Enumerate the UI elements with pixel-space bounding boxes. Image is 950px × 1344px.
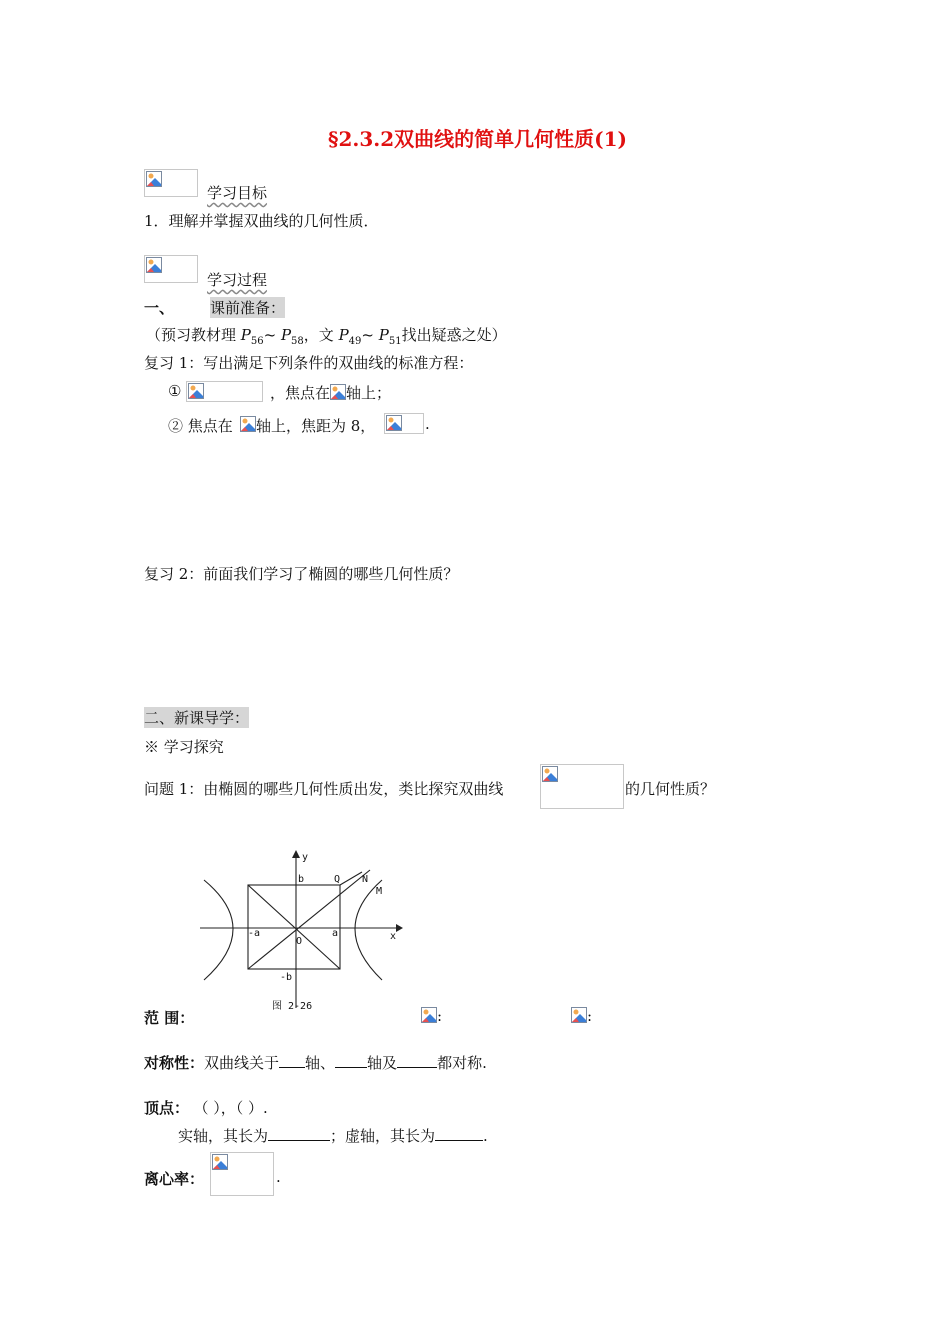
- label-neg-b: -b: [280, 972, 293, 983]
- range-label: 范 围：: [144, 1009, 195, 1027]
- label-a: a: [332, 928, 339, 939]
- asymptote-2: [248, 885, 340, 969]
- label-neg-a: -a: [248, 928, 261, 939]
- vertex-label: 顶点：: [144, 1099, 190, 1117]
- fill-blank[interactable]: [435, 1126, 483, 1141]
- broken-image-icon: [386, 415, 402, 431]
- preview-note: （预习教材理 $P_{56}\sim$ $P_{58}$，文 $P_{49}\sim$ $P_{51}$找出疑惑之处）: [146, 326, 507, 347]
- review1-item1-number: ①: [168, 382, 182, 400]
- question-1-pre: 问题 1：由椭圆的哪些几何性质出发，类比探究双曲线: [144, 780, 504, 798]
- symmetry-label: 对称性：: [144, 1054, 205, 1072]
- broken-image-icon: [421, 1007, 437, 1023]
- review1-item1-end: 轴上；: [346, 384, 392, 402]
- range-colon-1: :: [437, 1007, 443, 1025]
- range-colon-2: :: [587, 1007, 593, 1025]
- broken-image-icon: [571, 1007, 587, 1023]
- label-m: M: [376, 886, 383, 897]
- label-n: N: [362, 874, 369, 885]
- label-o: O: [296, 936, 303, 947]
- hyperbola-figure: [196, 848, 416, 1018]
- section-heading-goals: 学习目标: [207, 184, 268, 202]
- fill-blank[interactable]: [397, 1053, 437, 1068]
- broken-image-icon: [330, 384, 346, 400]
- fill-blank[interactable]: [279, 1053, 305, 1068]
- image-placeholder: [144, 169, 198, 197]
- broken-image-icon: [146, 171, 162, 187]
- explore-heading: ※ 学习探究: [144, 738, 224, 756]
- equation-image: [186, 381, 263, 402]
- part1-number: 一、: [144, 299, 175, 317]
- figure-caption: 图 2-26: [272, 1001, 313, 1012]
- eccentricity-end: .: [276, 1168, 281, 1186]
- vertex-line: 顶点： （ ），（ ）.: [144, 1099, 268, 1117]
- fill-blank[interactable]: [335, 1053, 367, 1068]
- section-heading-process: 学习过程: [207, 271, 268, 289]
- broken-image-icon: [542, 766, 558, 782]
- fill-blank[interactable]: [268, 1126, 330, 1141]
- equation-image: [210, 1152, 274, 1196]
- eccentricity-label: 离心率：: [144, 1170, 205, 1188]
- hyperbola-left-branch: [204, 880, 233, 980]
- section-heading-new-lesson: 二、新课导学：: [144, 709, 250, 727]
- broken-image-icon: [188, 383, 204, 399]
- x-axis-arrow: [396, 924, 403, 932]
- equation-image: [384, 413, 424, 434]
- review1-item1-text: ，焦点在: [270, 384, 331, 402]
- broken-image-icon: [146, 257, 162, 273]
- label-x: x: [390, 931, 397, 942]
- review1-item2-number: ② 焦点在: [168, 417, 233, 435]
- label-q: Q: [334, 874, 341, 885]
- symmetry-line: 对称性：双曲线关于 轴、 轴及 都对称.: [144, 1054, 487, 1072]
- equation-image: [540, 764, 624, 809]
- review1-item2-text: 轴上，焦距为 8，: [256, 417, 376, 435]
- part1-label: 课前准备：: [210, 299, 286, 317]
- goal-item-1: 1．理解并掌握双曲线的几何性质．: [144, 212, 379, 230]
- review-2: 复习 2：前面我们学习了椭圆的哪些几何性质？: [144, 565, 459, 583]
- image-placeholder: [144, 255, 198, 283]
- page-title: §2.3.2双曲线的简单几何性质(1): [328, 127, 627, 151]
- axis-line: 实轴，其长为 ；虚轴，其长为 .: [178, 1127, 488, 1145]
- question-1-post: 的几何性质？: [625, 780, 716, 798]
- review1-item2-end: .: [425, 415, 430, 433]
- broken-image-icon: [212, 1154, 228, 1170]
- y-axis-arrow: [292, 850, 300, 858]
- label-y: y: [302, 852, 309, 863]
- label-b: b: [298, 874, 305, 885]
- review-1: 复习 1：写出满足下列条件的双曲线的标准方程：: [144, 354, 474, 372]
- broken-image-icon: [240, 416, 256, 432]
